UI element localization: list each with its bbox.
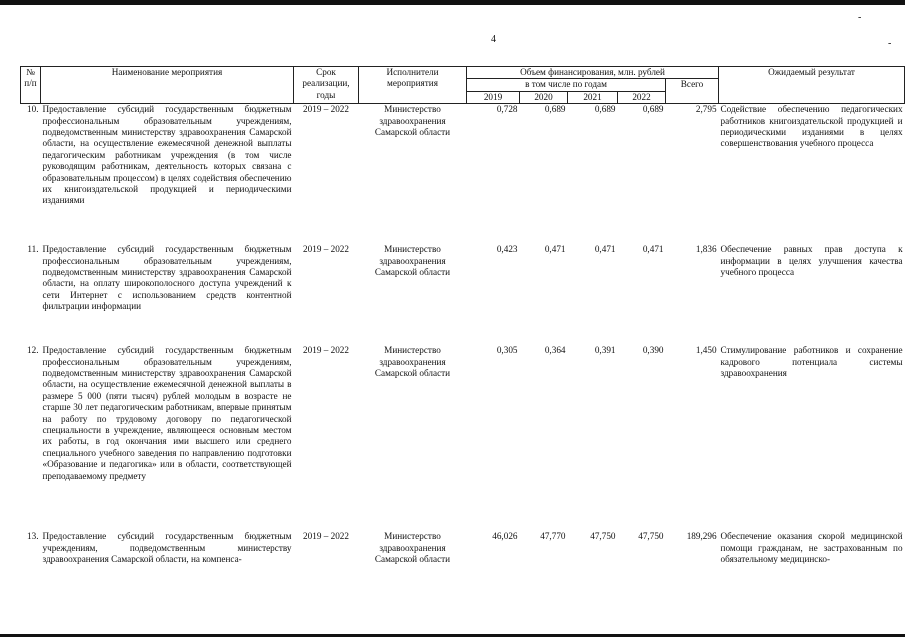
page-number: 4 bbox=[491, 34, 496, 45]
header-year-2020: 2020 bbox=[520, 91, 568, 103]
row-period: 2019 – 2022 bbox=[303, 531, 349, 542]
row-value-2021: 0,471 bbox=[594, 244, 616, 255]
row-value-2021: 0,391 bbox=[594, 345, 616, 356]
row-value-2020: 0,364 bbox=[544, 345, 566, 356]
header-total: Всего bbox=[666, 79, 719, 104]
row-period: 2019 – 2022 bbox=[303, 104, 349, 115]
table-row bbox=[21, 244, 905, 345]
corner-mark: - bbox=[888, 38, 892, 49]
row-executor: Министерство здравоохранения Самарской области bbox=[374, 244, 451, 278]
header-year-2022: 2022 bbox=[618, 91, 666, 103]
row-value-2022: 47,750 bbox=[638, 531, 664, 542]
row-value-2019: 46,026 bbox=[492, 531, 518, 542]
row-value-2022: 0,689 bbox=[642, 104, 664, 115]
row-name: Предоставление субсидий государственным бюджетным профессиональным образовательным учреждениям, подведомственным министерству здравоохранения Самарской области, на осуществление ежемесячной денежной выплаты педагогическим работникам учреждения (в том числе руководящим работникам, деятельность которых связана с образовательным процессом) в целях содействия обеспечению их книгоиздательской продукцией и периодическими изданиями bbox=[42, 104, 292, 206]
corner-mark: - bbox=[858, 12, 862, 23]
row-period: 2019 – 2022 bbox=[303, 244, 349, 255]
header-name: Наименование мероприятия bbox=[41, 67, 294, 104]
row-total: 1,836 bbox=[695, 244, 717, 255]
row-number: 11. bbox=[27, 244, 39, 255]
row-number: 10. bbox=[27, 104, 39, 115]
row-value-2019: 0,423 bbox=[496, 244, 518, 255]
row-result: Содействие обеспечению педагогических работников книгоиздательской продукцией и периодическими изданиями в целях совершенствования учебного процесса bbox=[720, 104, 903, 149]
row-value-2019: 0,728 bbox=[496, 104, 518, 115]
row-result: Обеспечение оказания скорой медицинской помощи гражданам, не застрахованным по обязательному медицинско- bbox=[720, 531, 903, 565]
row-value-2019: 0,305 bbox=[496, 345, 518, 356]
row-value-2022: 0,390 bbox=[642, 345, 664, 356]
row-name: Предоставление субсидий государственным бюджетным профессиональным образовательным учреждениям, подведомственным министерству здравоохранения Самарской области, на оплату широкополосного доступа учреждений к сети Интернет с использованием средств контентной фильтрации информации bbox=[42, 244, 292, 312]
row-number: 13. bbox=[27, 531, 39, 542]
header-by-years: в том числе по годам bbox=[467, 79, 666, 91]
row-name: Предоставление субсидий государственным бюджетным учреждениям, подведомственным министерству здравоохранения Самарской области, на компенса- bbox=[42, 531, 292, 565]
header-funding: Объем финансирования, млн. рублей bbox=[467, 67, 719, 79]
header-period: Срок реализации, годы bbox=[294, 67, 359, 104]
row-name: Предоставление субсидий государственным бюджетным профессиональным образовательным учреждениям, подведомственным министерству здравоохранения Самарской области, на осуществление ежемесячной денежной выплаты в размере 5 000 (пяти тысяч) рублей молодым в возрасте не старше 30 лет педагогическим работникам, впервые принятым на работу по трудовому договору по педагогической специальности в учреждение, являющееся основным местом их работы, в год окончания ими высшего или среднего специального учебного заведения по направлению подготовки «Образование и педагогика» или в области, соответствующей преподаваемому предмету bbox=[42, 345, 292, 481]
table-row bbox=[21, 345, 905, 531]
row-value-2022: 0,471 bbox=[642, 244, 664, 255]
row-result: Обеспечение равных прав доступа к информации в целях улучшения качества учебного процесса bbox=[720, 244, 903, 278]
header-year-2019: 2019 bbox=[467, 91, 520, 103]
row-executor: Министерство здравоохранения Самарской области bbox=[374, 345, 451, 379]
header-result: Ожидаемый результат bbox=[719, 67, 905, 104]
row-total: 189,296 bbox=[686, 531, 717, 542]
row-value-2020: 0,471 bbox=[544, 244, 566, 255]
header-executor: Исполнители мероприятия bbox=[359, 67, 467, 104]
row-result: Стимулирование работников и сохранение кадрового потенциала системы здравоохранения bbox=[720, 345, 903, 379]
row-value-2020: 47,770 bbox=[540, 531, 566, 542]
program-table bbox=[20, 66, 905, 591]
row-value-2020: 0,689 bbox=[544, 104, 566, 115]
row-value-2021: 0,689 bbox=[594, 104, 616, 115]
table-row bbox=[21, 104, 905, 245]
header-year-2021: 2021 bbox=[568, 91, 618, 103]
row-executor: Министерство здравоохранения Самарской области bbox=[374, 104, 451, 138]
row-value-2021: 47,750 bbox=[590, 531, 616, 542]
row-number: 12. bbox=[27, 345, 39, 356]
row-executor: Министерство здравоохранения Самарской области bbox=[374, 531, 451, 565]
top-rule bbox=[0, 0, 905, 5]
row-total: 2,795 bbox=[695, 104, 717, 115]
bottom-rule bbox=[0, 634, 905, 637]
row-period: 2019 – 2022 bbox=[303, 345, 349, 356]
table-row bbox=[21, 531, 905, 591]
header-no: № п/п bbox=[21, 67, 41, 104]
row-total: 1,450 bbox=[695, 345, 717, 356]
